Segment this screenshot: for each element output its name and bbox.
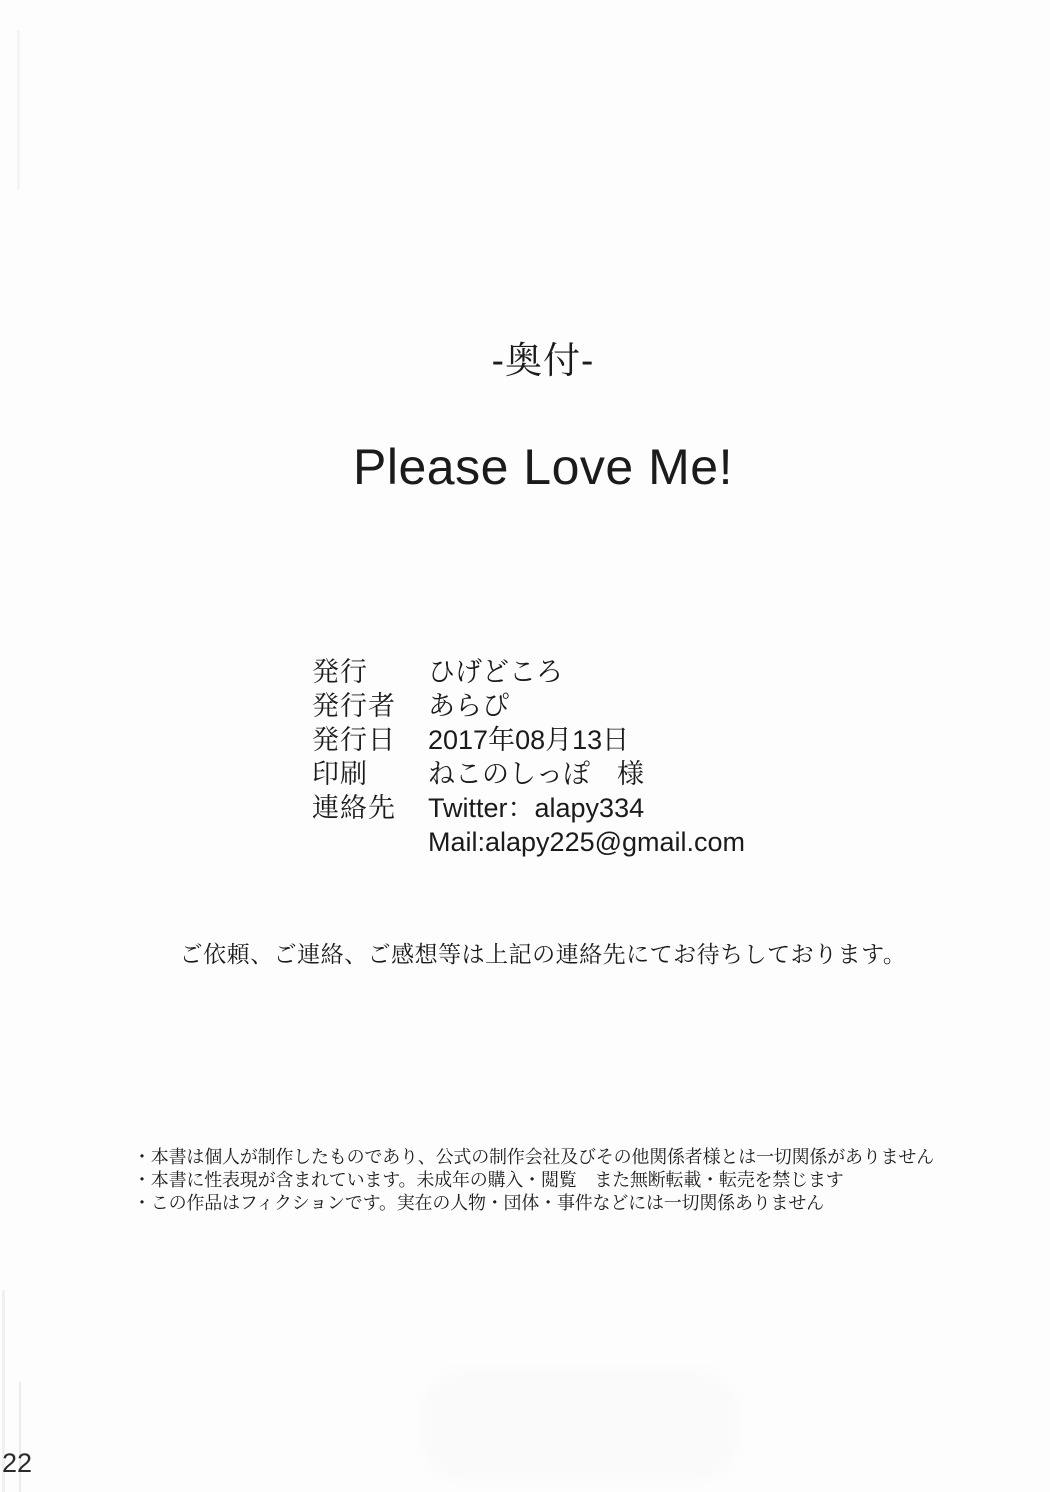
colophon-row-publish-date <box>312 723 745 757</box>
scan-streak-top-left <box>17 30 20 190</box>
colophon-info-block <box>312 655 745 859</box>
disclaimer-line: ・本書は個人が制作したものであり、公式の制作会社及びその他関係者様とは一切関係がありません <box>133 1147 934 1167</box>
colophon-value: Twitter：alapy334 <box>428 793 645 823</box>
colophon-label: 発行 <box>312 657 368 687</box>
book-title: Please Love Me! <box>353 439 733 495</box>
colophon-row-contact-mail <box>312 825 745 859</box>
colophon-label: 印刷 <box>312 759 368 789</box>
colophon-row-publisher-circle <box>312 655 745 689</box>
colophon-row-author <box>312 689 745 723</box>
disclaimer-line: ・この作品はフィクションです。実在の人物・団体・事件などには一切関係ありません <box>133 1193 824 1213</box>
colophon-value: ひげどころ <box>428 657 563 687</box>
colophon-value: あらぴ <box>428 691 509 721</box>
colophon-row-printer <box>312 757 745 791</box>
colophon-value: 2017年08月13日 <box>428 725 630 755</box>
colophon-value: ねこのしっぽ 様 <box>428 759 644 789</box>
page-bleed-smudge <box>420 1370 740 1480</box>
contact-note: ご依頼、ご連絡、ご感想等は上記の連絡先にてお待ちしております。 <box>179 941 907 967</box>
section-title: -奥付- <box>491 340 595 381</box>
page-number: 22 <box>2 1448 33 1478</box>
colophon-label: 発行日 <box>312 725 396 755</box>
disclaimer-block <box>133 1146 934 1215</box>
colophon-label: 発行者 <box>312 691 396 721</box>
colophon-row-contact-twitter <box>312 791 745 825</box>
colophon-value: Mail:alapy225@gmail.com <box>428 827 746 857</box>
disclaimer-line: ・本書に性表現が含まれています。未成年の購入・閲覧 また無断転載・転売を禁じます <box>133 1170 844 1190</box>
colophon-label: 連絡先 <box>312 793 396 823</box>
